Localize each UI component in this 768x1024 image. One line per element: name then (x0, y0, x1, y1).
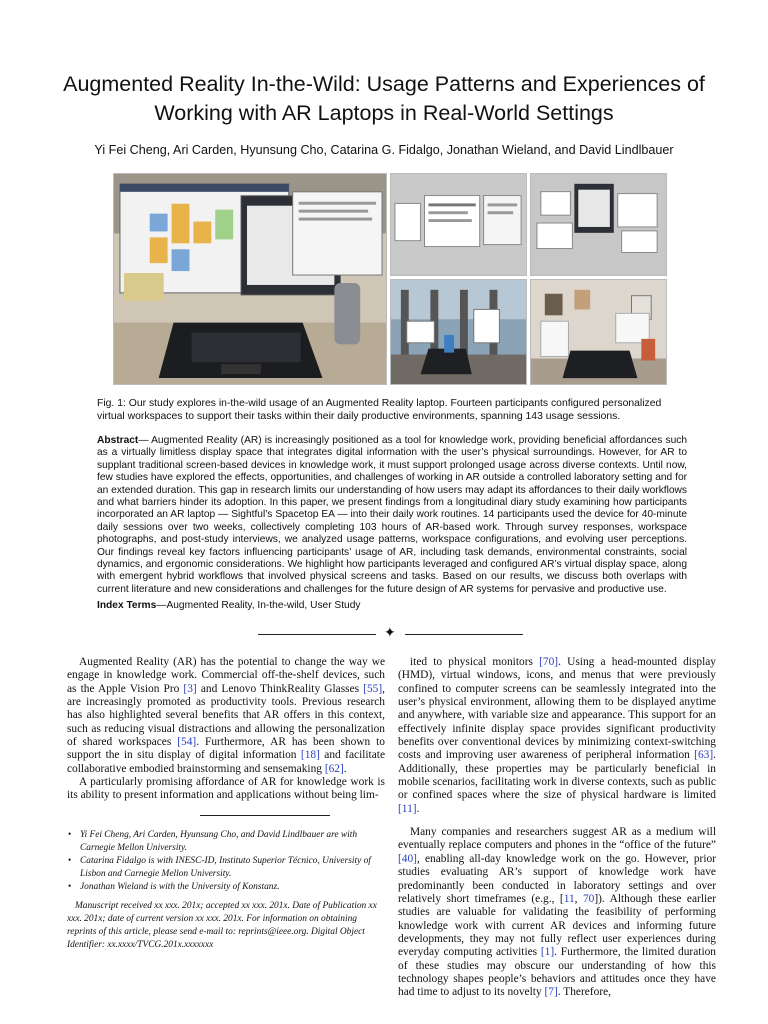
affiliation-footnote: • Catarina Fidalgo is with INESC-ID, Instituto Superior Técnico, University of Lisbon and Carnegie Mellon University. (67, 855, 385, 881)
body-text: . Therefore, (557, 986, 612, 999)
body-text: , are increasingly promoted as productivity tools. Previous research has also highlighted several benefits that AR offers in this context, such as reducing visual distractions and allowing the personalization of shared workspaces (67, 682, 385, 749)
index-terms-text: —Augmented Reality, In-the-wild, User Study (156, 600, 361, 611)
figure-caption: Fig. 1: Our study explores in-the-wild usage of an Augmented Reality laptop. Fourteen participants configured personalized virtual workspaces to support their tasks within their daily productive environments, spanning 143 usage sessions. (97, 398, 662, 422)
body-text: . (416, 802, 420, 815)
citation-link[interactable]: [62] (324, 762, 344, 775)
affiliation-list (67, 829, 385, 894)
citation-link[interactable]: [7] (544, 986, 558, 999)
paper-title: Augmented Reality In-the-Wild: Usage Patterns and Experiences of Working with AR Laptops in Real-World Settings (63, 72, 705, 125)
affiliation-footnote: • Jonathan Wieland is with the University of Konstanz. (67, 881, 385, 894)
citation-link[interactable]: [3] (183, 682, 197, 695)
citation-link[interactable]: [63] (694, 749, 714, 762)
body-text: , (574, 892, 583, 905)
figure-photo-top-middle (390, 173, 527, 276)
figure-photo-main (113, 173, 387, 385)
body-text: . Using a head-mounted display (HMD), virtual windows, icons, and menus that were previously confined to computer screens can be seamlessly integrated into the user’s physical environment, allowing them to be displayed anytime and anywhere, with variable size and appearance. This support for an effectively infinite display space provides significant productivity benefits over conventional devices by minimizing context-switching costs and improving user awareness of peripheral information (398, 656, 716, 762)
body-text: . (343, 762, 347, 775)
body-column-left (67, 656, 385, 803)
citation-link[interactable]: [1] (540, 946, 555, 959)
citation-link[interactable]: [40] (398, 852, 417, 865)
figure-photo-bottom-middle (390, 279, 527, 385)
footnote-rule (200, 815, 330, 816)
body-text: and Lenovo ThinkReality Glasses (196, 682, 364, 695)
body-text: A particularly promising affordance of AR for knowledge work is its ability to present information and applications without being lim- (67, 776, 385, 802)
citation-link[interactable]: [54] (177, 736, 197, 749)
body-text: . Furthermore, AR has been shown to support the in situ display of digital information (67, 736, 385, 762)
citation-link[interactable]: [18] (300, 749, 320, 762)
citation-link[interactable]: [11] (398, 802, 417, 815)
body-text: Many companies and researchers suggest AR as a medium will eventually replace computers and phones in the “office of the future” (398, 826, 716, 852)
citation-link[interactable]: 11 (563, 892, 575, 905)
body-text: ited to physical monitors (410, 656, 540, 668)
body-text: ]). Although these earlier studies are valuable for validating the feasibility of performing knowledge work with current AR devices and informing future developments, they may not fully reflect user experiences during everyday computing activities (398, 892, 716, 959)
diamond-ornament-icon: ✦ (384, 626, 396, 641)
section-divider (258, 626, 523, 641)
citation-link[interactable]: 70 (582, 892, 595, 905)
body-paragraph (67, 776, 385, 803)
abstract-text: — Augmented Reality (AR) is increasingly positioned as a tool for knowledge work, providing beneficial affordances such as a virtually limitless display space that integrates digital information with the user’s physical surroundings. However, for AR to supplant traditional screen-based devices in knowledge work, it must support prolonged usage across diverse contexts. Until now, few studies have explored the effects, opportunities, and challenges of working in AR outside a controlled laboratory setting and for an extended duration. This gap in research limits our understanding of how users may adapt its affordances to their daily workflows and what barriers hinder its adoption. In this paper, we present findings from a longitudinal diary study examining how participants incorporated an AR laptop — Sightful’s Spacetop EA — into their daily work routines. 14 participants used the device for 40-minute daily sessions over two weeks, collectively completing 103 hours of AR-based work. Through survey responses, workspace photographs, and post-study interviews, we analyzed usage patterns, workspace configurations, and evolving user perceptions. Our findings reveal key factors influencing participants’ usage of AR, including task demands, environmental constraints, social dynamics, and ergonomic considerations. We highlight how participants leveraged and configured AR’s virtual display space, along with emergent hybrid workflows that involved physical screens and tasks. Based on our results, we discuss both overlaps with current literature and new considerations and challenges for the future design of AR systems for pervasive and productive use. (97, 435, 687, 595)
affiliation-footnote: • Yi Fei Cheng, Ari Carden, Hyunsung Cho, and David Lindlbauer are with Carnegie Mellon University. (67, 829, 385, 855)
body-column-right (398, 656, 716, 1000)
body-text: and facilitate collaborative embodied brainstorming and sensemaking (67, 749, 385, 775)
index-terms-label: Index Terms (97, 600, 157, 611)
citation-link[interactable]: [55] (363, 682, 383, 695)
citation-link[interactable]: [70] (539, 656, 559, 668)
author-list: Yi Fei Cheng, Ari Carden, Hyunsung Cho, Catarina G. Fidalgo, Jonathan Wieland, and David Lindlbauer (94, 143, 674, 157)
body-paragraph (398, 656, 716, 816)
figure-photo-top-right (530, 173, 667, 276)
body-text: Augmented Reality (AR) has the potential to change the way we engage in knowledge work. Commercial off-the-shelf devices, such as the Apple Vision Pro (67, 656, 385, 695)
figure-photo-bottom-right (530, 279, 667, 385)
body-text: . Furthermore, the limited duration of these studies may obscure our understanding of how this technology shapes people’s behaviors and attitudes once they have had time to adjust to its novelty (398, 946, 716, 999)
body-paragraph (67, 656, 385, 776)
body-text: . Additionally, these properties may be particularly beneficial in mobile scenarios, facilitating work in diverse contexts, such as public or confined spaces where the size of physical hardware is limited (398, 749, 716, 802)
footnotes (67, 829, 385, 952)
index-terms (97, 600, 687, 611)
abstract-label: Abstract (97, 435, 139, 446)
body-paragraph (398, 826, 716, 999)
body-text: , enabling all-day knowledge work on the go. However, prior studies evaluating AR’s support of knowledge work have predominantly been conducted in laboratory settings and over relatively short timeframes (e.g., [ (398, 852, 716, 905)
manuscript-note: Manuscript received xx xxx. 201x; accepted xx xxx. 201x. Date of Publication xx xxx. 201x; date of current version xx xxx. 201x. For information on obtaining reprints of this article, please send e-mail to: reprints@ieee.org. Digital Object Identifier: xx.xxxx/TVCG.201x.xxxxxxx (67, 901, 377, 950)
abstract (97, 435, 687, 596)
